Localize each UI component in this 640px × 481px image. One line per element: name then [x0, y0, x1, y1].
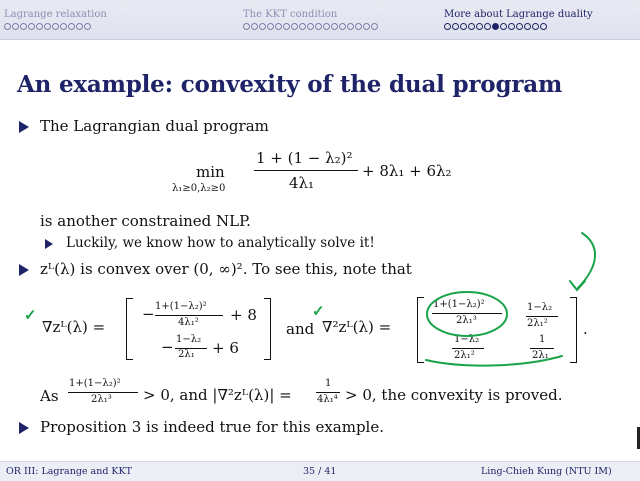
- gradient-row1-num: 1+(1−λ₂)²: [155, 301, 207, 312]
- as-word: As: [40, 387, 59, 405]
- bullet-convexity-claim: zᴸ(λ) is convex over (0, ∞)². To see this, note that: [40, 260, 412, 278]
- objective-linear-terms: + 8λ₁ + 6λ₂: [362, 162, 452, 180]
- hessian-b-den: 2λ₁²: [527, 318, 548, 329]
- determinant-frac-den: 4λ₁⁴: [317, 394, 338, 405]
- determinant-frac-num: 1: [325, 378, 332, 389]
- annotation-circle: [427, 292, 507, 336]
- annotation-underline: [426, 356, 562, 366]
- footer-course-title: OR III: Lagrange and KKT: [6, 466, 132, 477]
- nav-section-lagrange-relaxation[interactable]: Lagrange relaxation: [4, 9, 107, 20]
- slide-title: An example: convexity of the dual program: [17, 71, 563, 98]
- footer-author: Ling-Chieh Kung (NTU IM): [481, 466, 612, 477]
- min-subscript: λ₁≥0,λ₂≥0: [172, 183, 226, 194]
- hessian-a-num: 1+(1−λ₂)²: [433, 299, 485, 310]
- annotation-check-icon: ✓: [24, 306, 37, 324]
- footer-page-number: 35 / 41: [303, 466, 337, 477]
- hessian-d-den: 2λ₁: [532, 350, 549, 361]
- hessian-a-den: 2λ₁³: [456, 315, 477, 326]
- gradient-row2-num: 1−λ₂: [176, 334, 202, 345]
- min-operator: min: [196, 163, 225, 181]
- gradient-row1-den: 4λ₁²: [178, 317, 199, 328]
- bullet-proposition: Proposition 3 is indeed true for this example.: [40, 418, 384, 436]
- objective-numerator: 1 + (1 − λ₂)²: [256, 149, 353, 167]
- and-word: and: [286, 320, 315, 338]
- nav-section-lagrange-duality[interactable]: More about Lagrange duality: [444, 9, 593, 20]
- hessian-c-num: 1−λ₂: [454, 334, 480, 345]
- hessian-lhs: ∇²zᴸ(λ) =: [322, 318, 392, 336]
- hessian-c-den: 2λ₁²: [454, 350, 475, 361]
- conclusion-middle: > 0, and |∇²zᴸ(λ)| =: [143, 386, 292, 404]
- gradient-row1-tail: + 8: [230, 306, 257, 324]
- hessian-d-num: 1: [539, 334, 546, 345]
- conclusion-frac-den: 2λ₁³: [91, 394, 112, 405]
- nlp-statement: is another constrained NLP.: [40, 212, 251, 230]
- hessian-period: .: [583, 320, 588, 338]
- nav-section-kkt-condition[interactable]: The KKT condition: [243, 9, 338, 20]
- gradient-row2-tail: + 6: [212, 339, 239, 357]
- gradient-row1-sign: −: [142, 305, 155, 323]
- sub-bullet-analytic: Luckily, we know how to analytically solve it!: [66, 235, 375, 251]
- bullet-dual-program: The Lagrangian dual program: [40, 117, 269, 135]
- annotation-arrow-curve: [578, 233, 595, 288]
- annotation-check-icon: ✓: [312, 302, 325, 320]
- hessian-b-num: 1−λ₂: [527, 302, 553, 313]
- gradient-row2-den: 2λ₁: [178, 349, 195, 360]
- objective-denominator: 4λ₁: [289, 174, 315, 192]
- conclusion-frac-num: 1+(1−λ₂)²: [69, 378, 121, 389]
- gradient-lhs: ∇zᴸ(λ) =: [42, 318, 106, 336]
- slide-footer: [0, 461, 640, 481]
- annotation-arrow-head: [570, 281, 585, 290]
- conclusion-end: > 0, the convexity is proved.: [345, 386, 563, 404]
- gradient-row2-sign: −: [161, 338, 174, 356]
